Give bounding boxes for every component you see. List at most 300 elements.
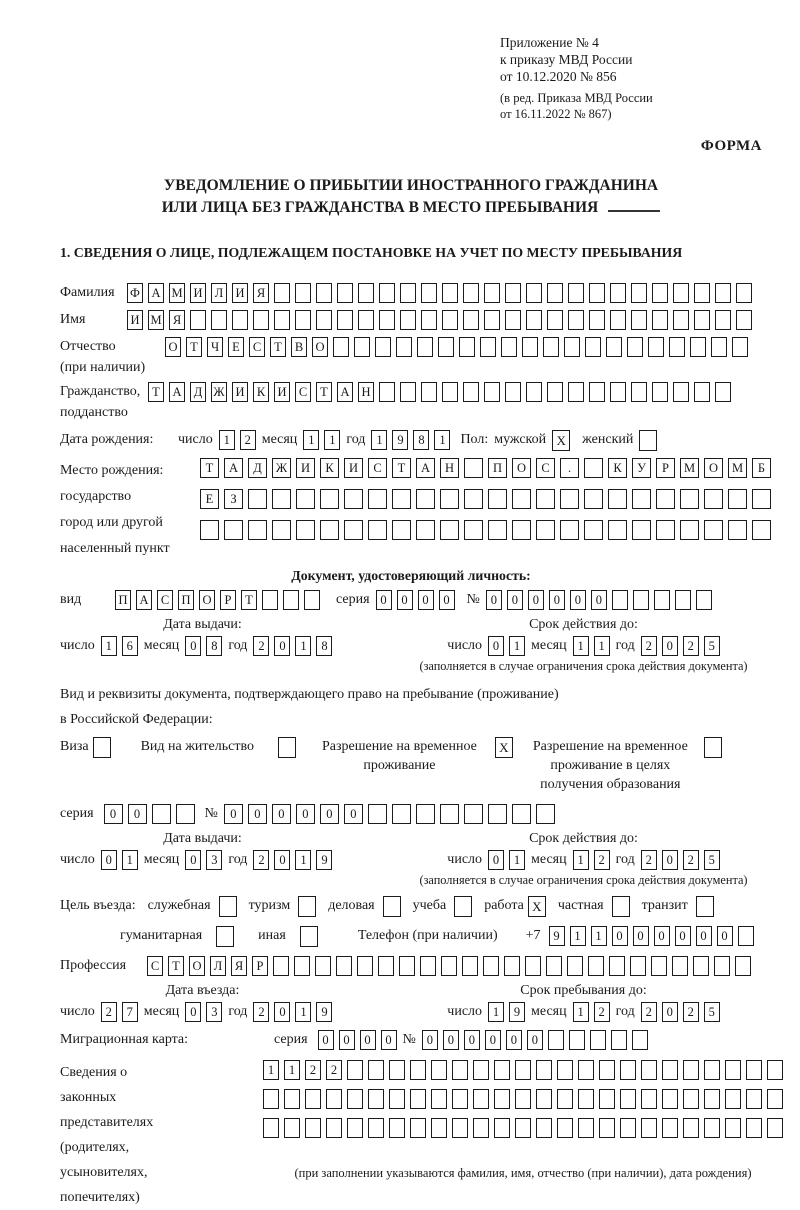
char-cell[interactable]	[442, 310, 458, 330]
char-cell[interactable]: 2	[240, 430, 256, 450]
sex-female-checkbox[interactable]	[639, 430, 657, 451]
char-cell[interactable]	[611, 1030, 627, 1050]
char-cell[interactable]	[389, 1118, 405, 1138]
char-cell[interactable]	[459, 337, 475, 357]
char-cell[interactable]: Р	[656, 458, 675, 478]
char-cell[interactable]	[305, 1089, 321, 1109]
char-cell[interactable]	[452, 1089, 468, 1109]
char-cell[interactable]: К	[320, 458, 339, 478]
char-cell[interactable]	[610, 382, 626, 402]
char-cell[interactable]	[652, 310, 668, 330]
char-cell[interactable]: Ж	[211, 382, 227, 402]
char-cell[interactable]: 9	[316, 850, 332, 870]
char-cell[interactable]	[728, 520, 747, 540]
char-cell[interactable]: 8	[413, 430, 429, 450]
char-cell[interactable]: 0	[104, 804, 123, 824]
char-cell[interactable]: С	[368, 458, 387, 478]
char-cell[interactable]	[578, 1060, 594, 1080]
char-cell[interactable]	[421, 382, 437, 402]
char-cell[interactable]: 0	[717, 926, 733, 946]
char-cell[interactable]: О	[199, 590, 215, 610]
char-cell[interactable]	[410, 1060, 426, 1080]
char-cell[interactable]	[546, 956, 562, 976]
char-cell[interactable]	[609, 956, 625, 976]
char-cell[interactable]	[662, 1060, 678, 1080]
char-cell[interactable]: 1	[573, 850, 589, 870]
char-cell[interactable]: И	[232, 382, 248, 402]
char-cell[interactable]	[569, 1030, 585, 1050]
char-cell[interactable]	[501, 337, 517, 357]
char-cell[interactable]	[694, 382, 710, 402]
char-cell[interactable]: 0	[274, 1002, 290, 1022]
char-cell[interactable]	[548, 1030, 564, 1050]
char-cell[interactable]: 0	[654, 926, 670, 946]
char-cell[interactable]	[284, 1118, 300, 1138]
char-cell[interactable]	[735, 956, 751, 976]
char-cell[interactable]	[694, 310, 710, 330]
char-cell[interactable]	[599, 1118, 615, 1138]
char-cell[interactable]	[357, 956, 373, 976]
char-cell[interactable]	[294, 956, 310, 976]
char-cell[interactable]: 0	[570, 590, 586, 610]
char-cell[interactable]	[631, 283, 647, 303]
char-cell[interactable]	[505, 283, 521, 303]
char-cell[interactable]: О	[512, 458, 531, 478]
char-cell[interactable]	[368, 1060, 384, 1080]
char-cell[interactable]	[431, 1060, 447, 1080]
char-cell[interactable]: И	[296, 458, 315, 478]
char-cell[interactable]	[378, 956, 394, 976]
char-cell[interactable]	[620, 1089, 636, 1109]
char-cell[interactable]	[431, 1089, 447, 1109]
char-cell[interactable]	[368, 489, 387, 509]
char-cell[interactable]: 2	[683, 850, 699, 870]
char-cell[interactable]	[505, 382, 521, 402]
char-cell[interactable]: 0	[507, 590, 523, 610]
char-cell[interactable]	[515, 1118, 531, 1138]
char-cell[interactable]	[696, 590, 712, 610]
char-cell[interactable]: 0	[486, 590, 502, 610]
char-cell[interactable]	[662, 1089, 678, 1109]
char-cell[interactable]	[272, 520, 291, 540]
char-cell[interactable]	[547, 382, 563, 402]
char-cell[interactable]: А	[136, 590, 152, 610]
char-cell[interactable]	[320, 520, 339, 540]
char-cell[interactable]: Т	[270, 337, 286, 357]
char-cell[interactable]	[599, 1089, 615, 1109]
char-cell[interactable]	[584, 489, 603, 509]
purpose-humanitarian-checkbox[interactable]	[216, 926, 234, 947]
char-cell[interactable]: 3	[206, 850, 222, 870]
char-cell[interactable]	[631, 310, 647, 330]
char-cell[interactable]	[632, 520, 651, 540]
char-cell[interactable]	[442, 382, 458, 402]
char-cell[interactable]	[654, 590, 670, 610]
char-cell[interactable]: 0	[376, 590, 392, 610]
char-cell[interactable]	[728, 489, 747, 509]
char-cell[interactable]: 0	[527, 1030, 543, 1050]
char-cell[interactable]	[515, 1089, 531, 1109]
char-cell[interactable]: П	[115, 590, 131, 610]
char-cell[interactable]	[440, 804, 459, 824]
char-cell[interactable]	[421, 283, 437, 303]
char-cell[interactable]	[296, 489, 315, 509]
char-cell[interactable]: 1	[324, 430, 340, 450]
purpose-official-checkbox[interactable]	[219, 896, 237, 917]
char-cell[interactable]: 0	[612, 926, 628, 946]
char-cell[interactable]: Е	[200, 489, 219, 509]
char-cell[interactable]: 0	[418, 590, 434, 610]
char-cell[interactable]: 0	[274, 850, 290, 870]
char-cell[interactable]: Т	[316, 382, 332, 402]
char-cell[interactable]	[704, 1089, 720, 1109]
char-cell[interactable]: 0	[339, 1030, 355, 1050]
char-cell[interactable]	[736, 310, 752, 330]
char-cell[interactable]	[547, 310, 563, 330]
char-cell[interactable]: 5	[704, 636, 720, 656]
char-cell[interactable]: 7	[122, 1002, 138, 1022]
char-cell[interactable]	[263, 1118, 279, 1138]
char-cell[interactable]: А	[148, 283, 164, 303]
char-cell[interactable]	[452, 1060, 468, 1080]
char-cell[interactable]	[274, 283, 290, 303]
char-cell[interactable]: 0	[662, 1002, 678, 1022]
char-cell[interactable]	[347, 1089, 363, 1109]
char-cell[interactable]	[438, 337, 454, 357]
char-cell[interactable]: О	[189, 956, 205, 976]
char-cell[interactable]	[725, 1089, 741, 1109]
char-cell[interactable]: 5	[704, 1002, 720, 1022]
char-cell[interactable]	[326, 1118, 342, 1138]
char-cell[interactable]: Б	[752, 458, 771, 478]
char-cell[interactable]: 0	[506, 1030, 522, 1050]
char-cell[interactable]	[633, 590, 649, 610]
char-cell[interactable]	[417, 337, 433, 357]
char-cell[interactable]	[590, 1030, 606, 1050]
char-cell[interactable]: Я	[231, 956, 247, 976]
char-cell[interactable]: 0	[248, 804, 267, 824]
char-cell[interactable]	[488, 489, 507, 509]
char-cell[interactable]	[620, 1118, 636, 1138]
char-cell[interactable]: С	[536, 458, 555, 478]
char-cell[interactable]	[392, 520, 411, 540]
char-cell[interactable]	[690, 337, 706, 357]
char-cell[interactable]	[632, 489, 651, 509]
char-cell[interactable]	[473, 1060, 489, 1080]
char-cell[interactable]: 1	[295, 1002, 311, 1022]
char-cell[interactable]	[631, 382, 647, 402]
char-cell[interactable]: Д	[190, 382, 206, 402]
char-cell[interactable]	[522, 337, 538, 357]
char-cell[interactable]: 0	[675, 926, 691, 946]
char-cell[interactable]	[248, 520, 267, 540]
char-cell[interactable]: Л	[210, 956, 226, 976]
char-cell[interactable]: А	[169, 382, 185, 402]
char-cell[interactable]: О	[312, 337, 328, 357]
char-cell[interactable]: 1	[284, 1060, 300, 1080]
char-cell[interactable]	[673, 283, 689, 303]
char-cell[interactable]	[641, 1060, 657, 1080]
char-cell[interactable]: И	[232, 283, 248, 303]
purpose-business-checkbox[interactable]	[383, 896, 401, 917]
purpose-tourism-checkbox[interactable]	[298, 896, 316, 917]
char-cell[interactable]	[683, 1060, 699, 1080]
char-cell[interactable]: Т	[168, 956, 184, 976]
char-cell[interactable]: 1	[295, 636, 311, 656]
char-cell[interactable]	[463, 382, 479, 402]
edu-residence-checkbox[interactable]	[704, 737, 722, 758]
char-cell[interactable]	[568, 283, 584, 303]
char-cell[interactable]: 1	[303, 430, 319, 450]
char-cell[interactable]	[752, 489, 771, 509]
char-cell[interactable]	[715, 283, 731, 303]
char-cell[interactable]	[652, 382, 668, 402]
char-cell[interactable]: 8	[206, 636, 222, 656]
char-cell[interactable]: 3	[206, 1002, 222, 1022]
char-cell[interactable]	[736, 283, 752, 303]
char-cell[interactable]	[379, 283, 395, 303]
char-cell[interactable]: 0	[443, 1030, 459, 1050]
char-cell[interactable]: Л	[211, 283, 227, 303]
char-cell[interactable]: Е	[228, 337, 244, 357]
char-cell[interactable]	[648, 337, 664, 357]
char-cell[interactable]	[396, 337, 412, 357]
char-cell[interactable]	[452, 1118, 468, 1138]
char-cell[interactable]	[564, 337, 580, 357]
char-cell[interactable]	[704, 520, 723, 540]
char-cell[interactable]	[421, 310, 437, 330]
char-cell[interactable]	[652, 283, 668, 303]
char-cell[interactable]	[379, 310, 395, 330]
char-cell[interactable]: 0	[318, 1030, 334, 1050]
char-cell[interactable]: 1	[434, 430, 450, 450]
char-cell[interactable]	[152, 804, 171, 824]
char-cell[interactable]	[211, 310, 227, 330]
char-cell[interactable]	[463, 283, 479, 303]
char-cell[interactable]: 2	[683, 636, 699, 656]
char-cell[interactable]: 2	[326, 1060, 342, 1080]
residence-permit-checkbox[interactable]	[278, 737, 296, 758]
char-cell[interactable]	[767, 1118, 783, 1138]
char-cell[interactable]: М	[148, 310, 164, 330]
char-cell[interactable]	[304, 590, 320, 610]
char-cell[interactable]	[316, 310, 332, 330]
char-cell[interactable]: 1	[573, 1002, 589, 1022]
char-cell[interactable]	[295, 310, 311, 330]
char-cell[interactable]	[316, 283, 332, 303]
char-cell[interactable]: 1	[101, 636, 117, 656]
char-cell[interactable]	[512, 489, 531, 509]
char-cell[interactable]	[669, 337, 685, 357]
char-cell[interactable]: 0	[485, 1030, 501, 1050]
char-cell[interactable]: 2	[594, 850, 610, 870]
char-cell[interactable]	[392, 489, 411, 509]
char-cell[interactable]	[368, 1089, 384, 1109]
char-cell[interactable]	[672, 956, 688, 976]
char-cell[interactable]	[441, 956, 457, 976]
char-cell[interactable]	[525, 956, 541, 976]
char-cell[interactable]	[283, 590, 299, 610]
char-cell[interactable]: 0	[360, 1030, 376, 1050]
char-cell[interactable]	[176, 804, 195, 824]
char-cell[interactable]	[568, 382, 584, 402]
char-cell[interactable]: .	[560, 458, 579, 478]
char-cell[interactable]	[248, 489, 267, 509]
char-cell[interactable]: 0	[274, 636, 290, 656]
char-cell[interactable]	[715, 382, 731, 402]
char-cell[interactable]	[589, 283, 605, 303]
char-cell[interactable]	[673, 382, 689, 402]
char-cell[interactable]	[358, 283, 374, 303]
char-cell[interactable]: 0	[344, 804, 363, 824]
char-cell[interactable]	[536, 1118, 552, 1138]
char-cell[interactable]	[272, 489, 291, 509]
char-cell[interactable]: С	[249, 337, 265, 357]
char-cell[interactable]	[273, 956, 289, 976]
char-cell[interactable]	[610, 283, 626, 303]
char-cell[interactable]: Ч	[207, 337, 223, 357]
char-cell[interactable]: 0	[662, 850, 678, 870]
char-cell[interactable]	[416, 804, 435, 824]
char-cell[interactable]	[547, 283, 563, 303]
char-cell[interactable]	[464, 458, 483, 478]
char-cell[interactable]: 2	[253, 1002, 269, 1022]
char-cell[interactable]	[608, 520, 627, 540]
char-cell[interactable]	[484, 283, 500, 303]
sex-male-checkbox[interactable]: X	[552, 430, 570, 451]
char-cell[interactable]	[641, 1118, 657, 1138]
char-cell[interactable]: 5	[704, 850, 720, 870]
purpose-other-checkbox[interactable]	[300, 926, 318, 947]
char-cell[interactable]: 0	[488, 636, 504, 656]
char-cell[interactable]: Д	[248, 458, 267, 478]
char-cell[interactable]	[694, 283, 710, 303]
char-cell[interactable]	[315, 956, 331, 976]
char-cell[interactable]: М	[728, 458, 747, 478]
char-cell[interactable]	[344, 489, 363, 509]
char-cell[interactable]: 0	[224, 804, 243, 824]
char-cell[interactable]	[608, 489, 627, 509]
char-cell[interactable]	[651, 956, 667, 976]
char-cell[interactable]: 0	[662, 636, 678, 656]
char-cell[interactable]: 2	[253, 850, 269, 870]
char-cell[interactable]: 1	[591, 926, 607, 946]
char-cell[interactable]: 0	[272, 804, 291, 824]
char-cell[interactable]	[752, 520, 771, 540]
char-cell[interactable]: 2	[101, 1002, 117, 1022]
char-cell[interactable]	[400, 310, 416, 330]
char-cell[interactable]	[400, 382, 416, 402]
char-cell[interactable]: К	[608, 458, 627, 478]
char-cell[interactable]: Н	[440, 458, 459, 478]
char-cell[interactable]: 0	[464, 1030, 480, 1050]
char-cell[interactable]: 2	[594, 1002, 610, 1022]
char-cell[interactable]	[464, 489, 483, 509]
char-cell[interactable]	[680, 489, 699, 509]
char-cell[interactable]	[620, 1060, 636, 1080]
char-cell[interactable]	[567, 956, 583, 976]
char-cell[interactable]	[505, 310, 521, 330]
char-cell[interactable]	[704, 1060, 720, 1080]
char-cell[interactable]: Т	[200, 458, 219, 478]
char-cell[interactable]: Т	[148, 382, 164, 402]
char-cell[interactable]	[494, 1089, 510, 1109]
char-cell[interactable]	[767, 1060, 783, 1080]
char-cell[interactable]	[463, 310, 479, 330]
char-cell[interactable]	[557, 1089, 573, 1109]
char-cell[interactable]	[379, 382, 395, 402]
char-cell[interactable]	[440, 489, 459, 509]
char-cell[interactable]: М	[680, 458, 699, 478]
char-cell[interactable]	[232, 310, 248, 330]
char-cell[interactable]: 1	[509, 636, 525, 656]
char-cell[interactable]	[673, 310, 689, 330]
char-cell[interactable]: 2	[641, 850, 657, 870]
char-cell[interactable]: О	[165, 337, 181, 357]
char-cell[interactable]	[662, 1118, 678, 1138]
char-cell[interactable]: 1	[570, 926, 586, 946]
char-cell[interactable]: 0	[397, 590, 413, 610]
char-cell[interactable]	[610, 310, 626, 330]
char-cell[interactable]: Я	[169, 310, 185, 330]
char-cell[interactable]	[526, 310, 542, 330]
char-cell[interactable]	[399, 956, 415, 976]
char-cell[interactable]	[389, 1060, 405, 1080]
char-cell[interactable]: П	[178, 590, 194, 610]
char-cell[interactable]	[358, 310, 374, 330]
char-cell[interactable]	[725, 1060, 741, 1080]
char-cell[interactable]: 1	[295, 850, 311, 870]
char-cell[interactable]: 2	[305, 1060, 321, 1080]
char-cell[interactable]: М	[169, 283, 185, 303]
char-cell[interactable]: Р	[252, 956, 268, 976]
char-cell[interactable]	[473, 1118, 489, 1138]
char-cell[interactable]: 2	[683, 1002, 699, 1022]
char-cell[interactable]	[488, 804, 507, 824]
char-cell[interactable]	[578, 1118, 594, 1138]
char-cell[interactable]: 1	[122, 850, 138, 870]
char-cell[interactable]: Т	[186, 337, 202, 357]
char-cell[interactable]: Ж	[272, 458, 291, 478]
char-cell[interactable]	[725, 1118, 741, 1138]
char-cell[interactable]: Р	[220, 590, 236, 610]
char-cell[interactable]	[543, 337, 559, 357]
char-cell[interactable]	[284, 1089, 300, 1109]
char-cell[interactable]	[536, 520, 555, 540]
char-cell[interactable]: И	[127, 310, 143, 330]
char-cell[interactable]	[515, 1060, 531, 1080]
char-cell[interactable]: 1	[509, 850, 525, 870]
char-cell[interactable]: 0	[381, 1030, 397, 1050]
char-cell[interactable]	[473, 1089, 489, 1109]
char-cell[interactable]	[504, 956, 520, 976]
char-cell[interactable]	[606, 337, 622, 357]
char-cell[interactable]: 6	[122, 636, 138, 656]
char-cell[interactable]: 0	[591, 590, 607, 610]
char-cell[interactable]: Я	[253, 283, 269, 303]
char-cell[interactable]	[326, 1089, 342, 1109]
char-cell[interactable]	[711, 337, 727, 357]
char-cell[interactable]	[400, 283, 416, 303]
char-cell[interactable]: 9	[316, 1002, 332, 1022]
visa-checkbox[interactable]	[93, 737, 111, 758]
char-cell[interactable]	[704, 1118, 720, 1138]
char-cell[interactable]	[389, 1089, 405, 1109]
char-cell[interactable]	[656, 520, 675, 540]
char-cell[interactable]	[680, 520, 699, 540]
char-cell[interactable]: Т	[392, 458, 411, 478]
char-cell[interactable]	[714, 956, 730, 976]
